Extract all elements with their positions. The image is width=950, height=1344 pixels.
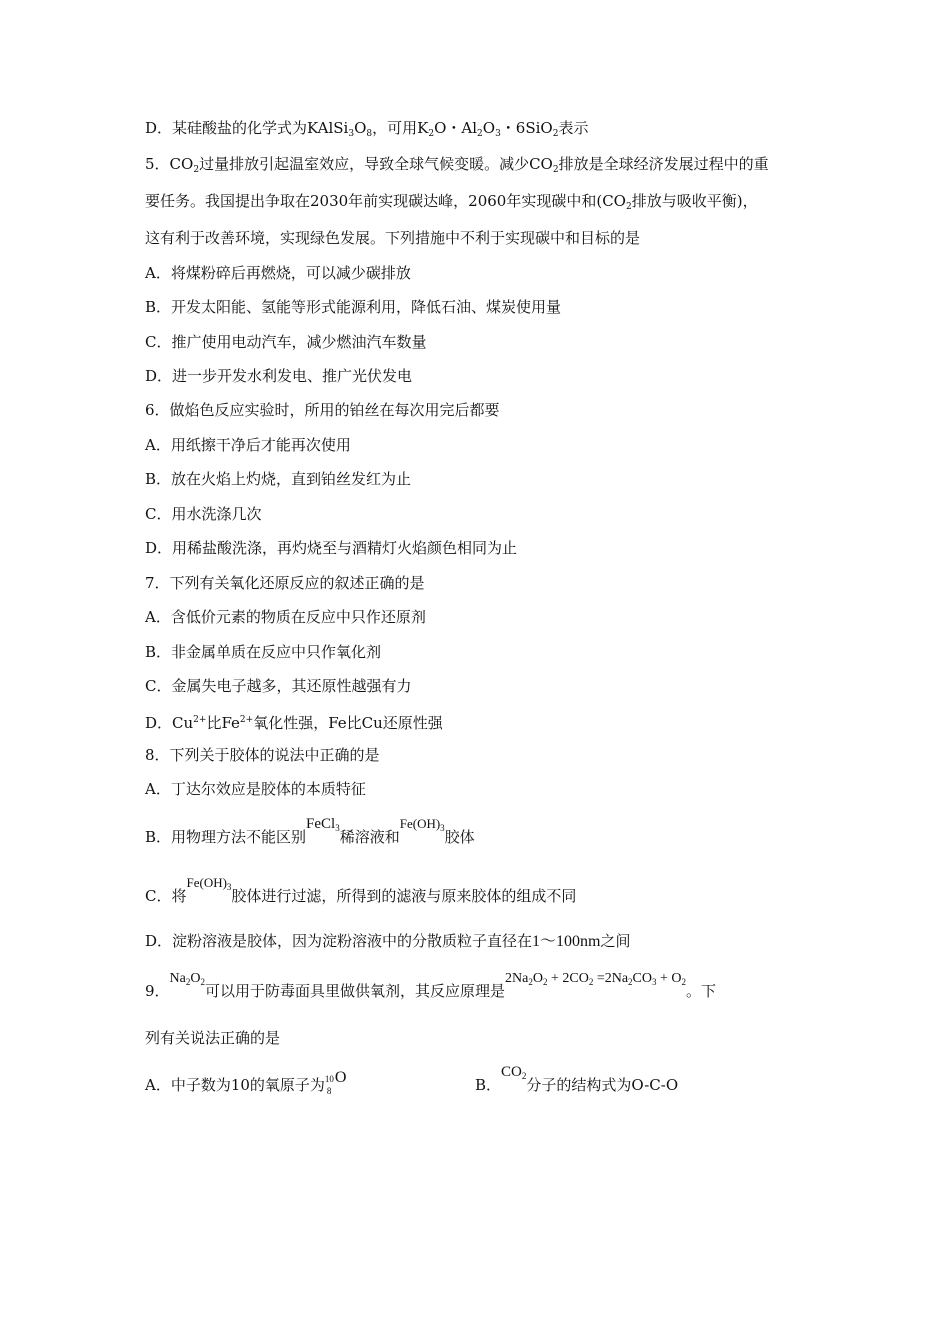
question-7-option-d: D．$Cu^{2+}$比$Fe^{2+}$氧化性强，Fe比Cu还原性强 (145, 714, 443, 732)
question-5-option-b: B．开发太阳能、氢能等形式能源利用，降低石油、煤炭使用量 (145, 298, 562, 316)
question-8-option-d: D．淀粉溶液是胶体，因为淀粉溶液中的分散质粒子直径在1～100nm之间 (145, 932, 631, 950)
formula-na2o2: $Na_2O_2$ (169, 971, 205, 987)
question-5-option-a: A．将煤粉碎后再燃烧，可以减少碳排放 (145, 264, 411, 282)
isotope-notation: 10 8 (324, 1074, 334, 1096)
question-7-stem: 7．下列有关氧化还原反应的叙述正确的是 (145, 574, 425, 592)
question-9-stem-line-1: 9．$Na_2O_2$可以用于防毒面具里做供氧剂，其反应原理是$2Na_2O_2 + 2CO_2 =2Na_2CO_3 + O_2$。下 (145, 971, 717, 1000)
question-6-option-b: B．放在火焰上灼烧，直到铂丝发红为止 (145, 470, 412, 488)
question-5-option-c: C．推广使用电动汽车，减少燃油汽车数量 (145, 333, 427, 351)
formula-co2: $CO_2$ (501, 1064, 527, 1081)
question-6-option-c: C．用水洗涤几次 (145, 505, 262, 523)
question-6-stem: 6．做焰色反应实验时，所用的铂丝在每次用完后都要 (145, 401, 500, 419)
question-7-option-c: C．金属失电子越多，其还原性越强有力 (145, 677, 412, 695)
question-7-option-a: A．含低价元素的物质在反应中只作还原剂 (145, 608, 426, 626)
question-9-stem-line-2: 列有关说法正确的是 (145, 1029, 281, 1047)
formula-fecl3: FeCl$_3$ (306, 816, 340, 833)
question-8-option-a: A．丁达尔效应是胶体的本质特征 (145, 780, 366, 798)
question-6-option-d: D．用稀盐酸洗涤，再灼烧至与酒精灯火焰颜色相同为止 (145, 539, 518, 557)
question-6-option-a: A．用纸擦干净后才能再次使用 (145, 436, 351, 454)
question-8-stem: 8．下列关于胶体的说法中正确的是 (145, 746, 380, 764)
question-5-stem-line-1: 5．$CO_2$过量排放引起温室效应，导致全球气候变暖。减少$CO_2$排放是全球经济发展过程中的重 (145, 155, 769, 175)
question-5-stem-line-3: 这有利于改善环境，实现绿色发展。下列措施中不利于实现碳中和目标的是 (145, 229, 641, 247)
question-7-option-b: B．非金属单质在反应中只作氧化剂 (145, 643, 382, 661)
question-8-option-c: C．将$Fe(OH)_3$胶体进行过滤，所得到的滤液与原来胶体的组成不同 (145, 875, 577, 905)
question-9-option-a: A．中子数为10的氧原子为 10 8 O (145, 1069, 347, 1096)
question-5-option-d: D．进一步开发水利发电、推广光伏发电 (145, 367, 413, 385)
question-5-stem-line-2: 要任务。我国提出争取在2030年前实现碳达峰，2060年实现碳中和($CO_2$排放与吸收平衡)， (145, 192, 758, 212)
reaction-equation: $2Na_2O_2 + 2CO_2 =2Na_2CO_3 + O_2$ (505, 971, 687, 987)
formula-feoh3: $Fe(OH)_3$ (186, 875, 232, 892)
question-4-option-d: D．某硅酸盐的化学式为$KAlSi_3O_8$，可用$K_2O$・$Al_2O_3$・6SiO$_2$表示 (145, 119, 589, 139)
formula-feoh3: $Fe(OH)_3$ (399, 816, 445, 833)
question-9-option-b: B．$CO_2$分子的结构式为O-C-O (475, 1064, 679, 1094)
question-8-option-b: B．用物理方法不能区别FeCl$_3$稀溶液和$Fe(OH)_3$胶体 (145, 816, 475, 846)
